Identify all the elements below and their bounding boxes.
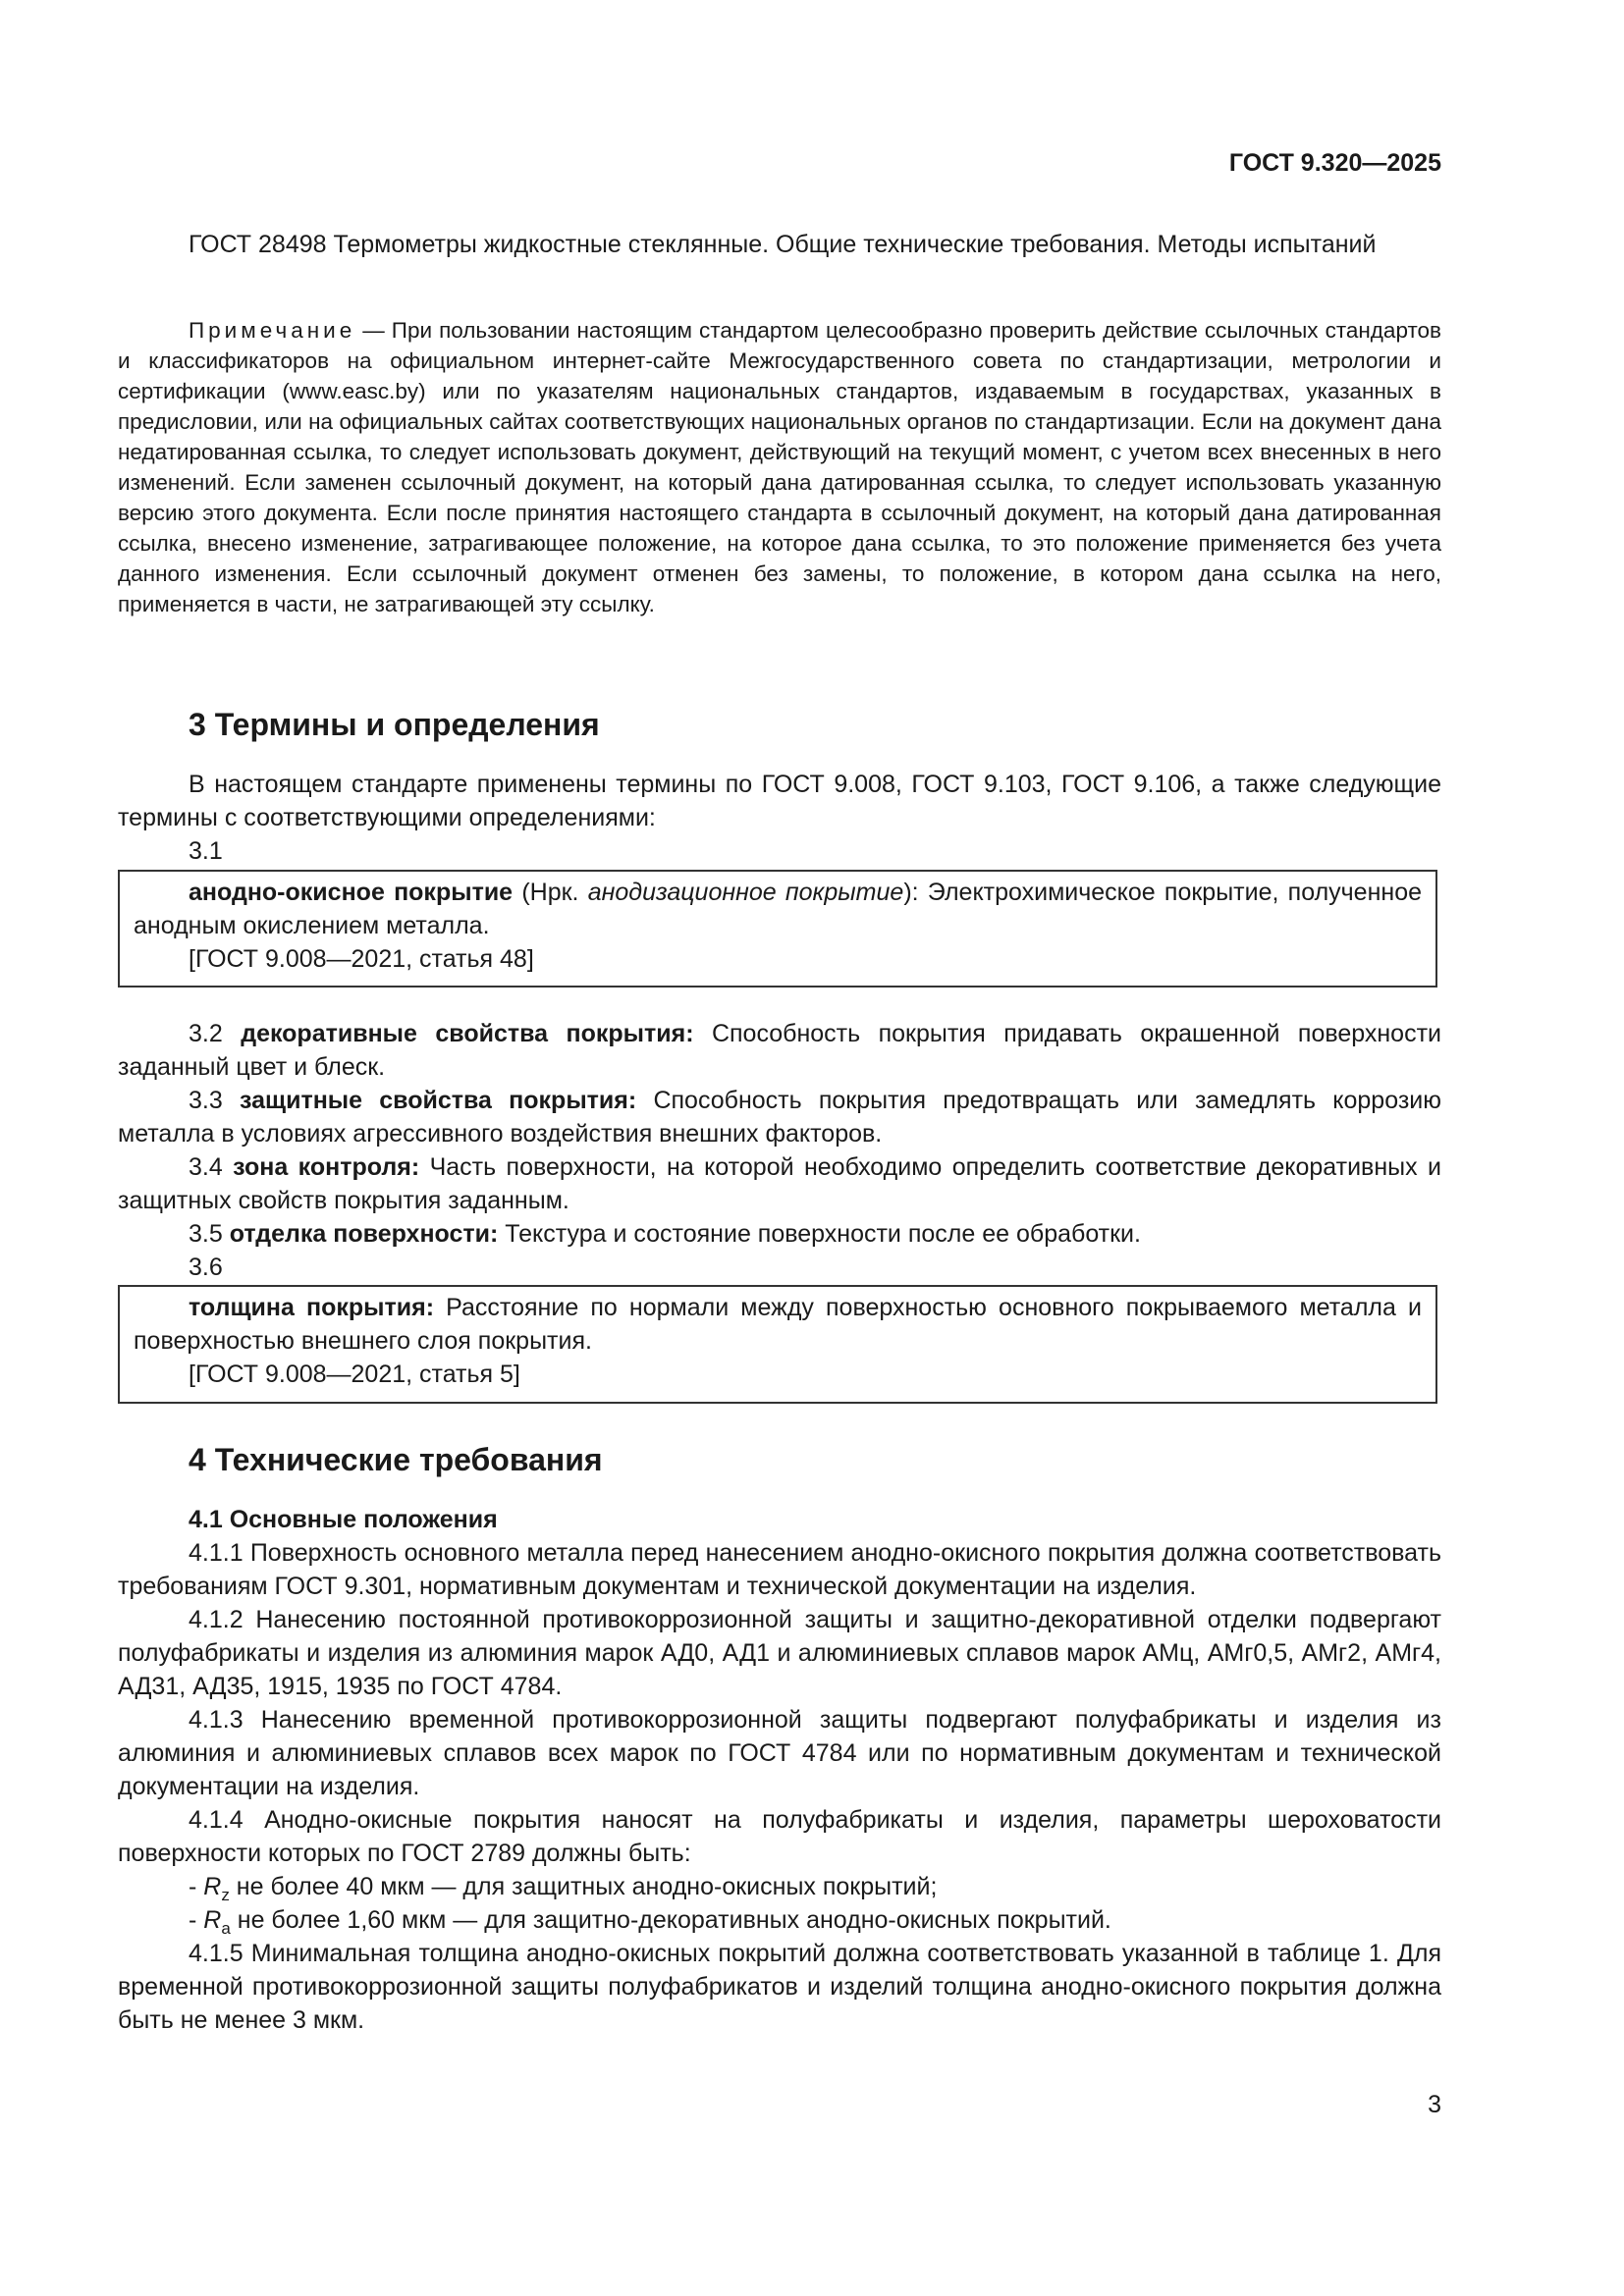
term-3-1-number: 3.1 (189, 837, 223, 865)
term-3-6-source: [ГОСТ 9.008—2021, статья 5] (189, 1361, 520, 1388)
symbol-subscript: z (221, 1886, 230, 1904)
term-3-5-number: 3.5 (189, 1220, 230, 1248)
term-3-1-def: ): Электрохимическое покрытие, полученное анодным окислением металла. (134, 879, 1422, 939)
symbol-r: R (203, 1873, 222, 1900)
paragraph-4-1-1: 4.1.1 Поверхность основного металла перед нанесением анодно-окисного покрытия должна соответствовать требованиям ГОСТ 9.301, нормативным документам и технической документации на изделия. (118, 1539, 1441, 1600)
section-3-title: 3 Термины и определения (189, 707, 600, 742)
term-3-1-box (118, 870, 1437, 988)
section-4-title: 4 Технические требования (189, 1442, 603, 1477)
symbol-subscript: a (221, 1919, 231, 1938)
term-3-1-definition (134, 876, 1422, 942)
list-dash: - (189, 1906, 204, 1934)
term-3-6-definition (134, 1291, 1422, 1358)
section-4-body (118, 1503, 1441, 2037)
term-3-4-number: 3.4 (189, 1153, 234, 1181)
note-label: Примечание (189, 318, 356, 343)
term-3-6-number: 3.6 (189, 1254, 223, 1281)
term-3-4-term: зона контроля: (233, 1153, 420, 1181)
term-3-5-term: отделка поверхности: (229, 1220, 499, 1248)
paragraph-4-1-5: 4.1.5 Минимальная толщина анодно-окисных покрытий должна соответствовать указанной в таблице 1. Для временной противокоррозионной защиты полуфабрикатов и изделий толщина анодно-окисного покрытия должна быть не менее 3 мкм. (118, 1940, 1441, 2034)
term-3-2-term: декоративные свойства покрытия: (241, 1020, 694, 1047)
list-dash: - (189, 1873, 204, 1900)
term-3-6-def: Расстояние по нормали между поверхностью основного покрываемого металла и поверхностью внешнего слоя покрытия. (134, 1294, 1422, 1355)
reference-entry (118, 228, 1441, 261)
term-3-4-def: Часть поверхности, на которой необходимо определить соответствие декоративных и защитных свойств покрытия заданным. (118, 1153, 1441, 1214)
section-3-intro: В настоящем стандарте применены термины по ГОСТ 9.008, ГОСТ 9.103, ГОСТ 9.106, а также следующие термины с соответствующими определениями: (118, 771, 1441, 831)
note-paragraph (118, 315, 1441, 619)
note-text: — При пользовании настоящим стандартом целесообразно проверить действие ссылочных стандартов и классификаторов на официальном интернет-сайте Межгосударственного совета по стандартизации, метрологии и сертификации (www.easc.by) или по указателям национальных стандартов, издаваемым в государствах, указанных в предисловии, или на официальных сайтах соответствующих национальных органов по стандартизации. Если на документ дана недатированная ссылка, то следует использовать документ, действующий на текущий момент, с учетом всех внесенных в него изменений. Если заменен ссылочный документ, на который дана датированная ссылка, то следует использовать указанную версию этого документа. Если после принятия настоящего стандарта в ссылочный документ, на который дана датированная ссылка, внесено изменение, затрагивающее положение, на которое дана ссылка, то это положение применяется без учета данного изменения. Если ссылочный документ отменен без замены, то положение, в котором дана ссылка на него, применяется в части, не затрагивающей эту ссылку. (118, 318, 1441, 616)
paragraph-4-1-2: 4.1.2 Нанесению постоянной противокоррозионной защиты и защитно-декоративной отделки подвергают полуфабрикаты и изделия из алюминия марок АД0, АД1 и алюминиевых сплавов марок АМц, АМг0,5, АМг2, АМг4, АД31, АД35, 1915, 1935 по ГОСТ 4784. (118, 1606, 1441, 1700)
term-3-1-source: [ГОСТ 9.008—2021, статья 48] (189, 945, 534, 973)
term-3-3-number: 3.3 (189, 1087, 240, 1114)
section-4 (118, 1440, 1441, 1479)
section-3-intro-block (118, 768, 1441, 868)
document-header-id: ГОСТ 9.320—2025 (1228, 149, 1441, 177)
term-3-1-alt-term: анодизационное покрытие (587, 879, 904, 906)
term-3-2-number: 3.2 (189, 1020, 242, 1047)
term-3-6-term: толщина покрытия: (189, 1294, 435, 1321)
term-3-5 (118, 1217, 1441, 1251)
term-3-3-def: Способность покрытия предотвращать или замедлять коррозию металла в условиях агрессивного воздействия внешних факторов. (118, 1087, 1441, 1148)
term-3-5-def: Текстура и состояние поверхности после ее обработки. (498, 1220, 1141, 1248)
term-3-1-term: анодно-окисное покрытие (189, 879, 514, 906)
term-3-2-def: Способность покрытия придавать окрашенной поверхности заданный цвет и блеск. (118, 1020, 1441, 1081)
list-item-text: не более 1,60 мкм — для защитно-декоративных анодно-окисных покрытий. (230, 1906, 1111, 1934)
symbol-r: R (203, 1906, 222, 1934)
list-item-text: не более 40 мкм — для защитных анодно-окисных покрытий; (229, 1873, 938, 1900)
terms-3-2-to-3-6 (118, 1017, 1441, 1284)
paragraph-4-1-4: 4.1.4 Анодно-окисные покрытия наносят на полуфабрикаты и изделия, параметры шероховатости поверхности которых по ГОСТ 2789 должны быть: (118, 1806, 1441, 1867)
term-3-1-note-prefix: (Нрк. (513, 879, 588, 906)
subsection-4-1-title: 4.1 Основные положения (189, 1506, 498, 1533)
term-3-2 (118, 1017, 1441, 1084)
section-3 (118, 705, 1441, 744)
term-3-3 (118, 1084, 1441, 1150)
page-number: 3 (1428, 2091, 1441, 2118)
term-3-3-term: защитные свойства покрытия: (239, 1087, 637, 1114)
reference-gost-28498: ГОСТ 28498 Термометры жидкостные стеклянные. Общие технические требования. Методы испытаний (189, 231, 1377, 258)
term-3-6-box (118, 1285, 1437, 1404)
term-3-4 (118, 1150, 1441, 1217)
list-item-ra (118, 1903, 1441, 1937)
note-block (118, 315, 1441, 619)
paragraph-4-1-3: 4.1.3 Нанесению временной противокоррозионной защиты подвергают полуфабрикаты и изделия из алюминия и алюминиевых сплавов всех марок по ГОСТ 4784 или по нормативным документам и технической документации на изделия. (118, 1706, 1441, 1800)
list-item-rz (118, 1870, 1441, 1903)
